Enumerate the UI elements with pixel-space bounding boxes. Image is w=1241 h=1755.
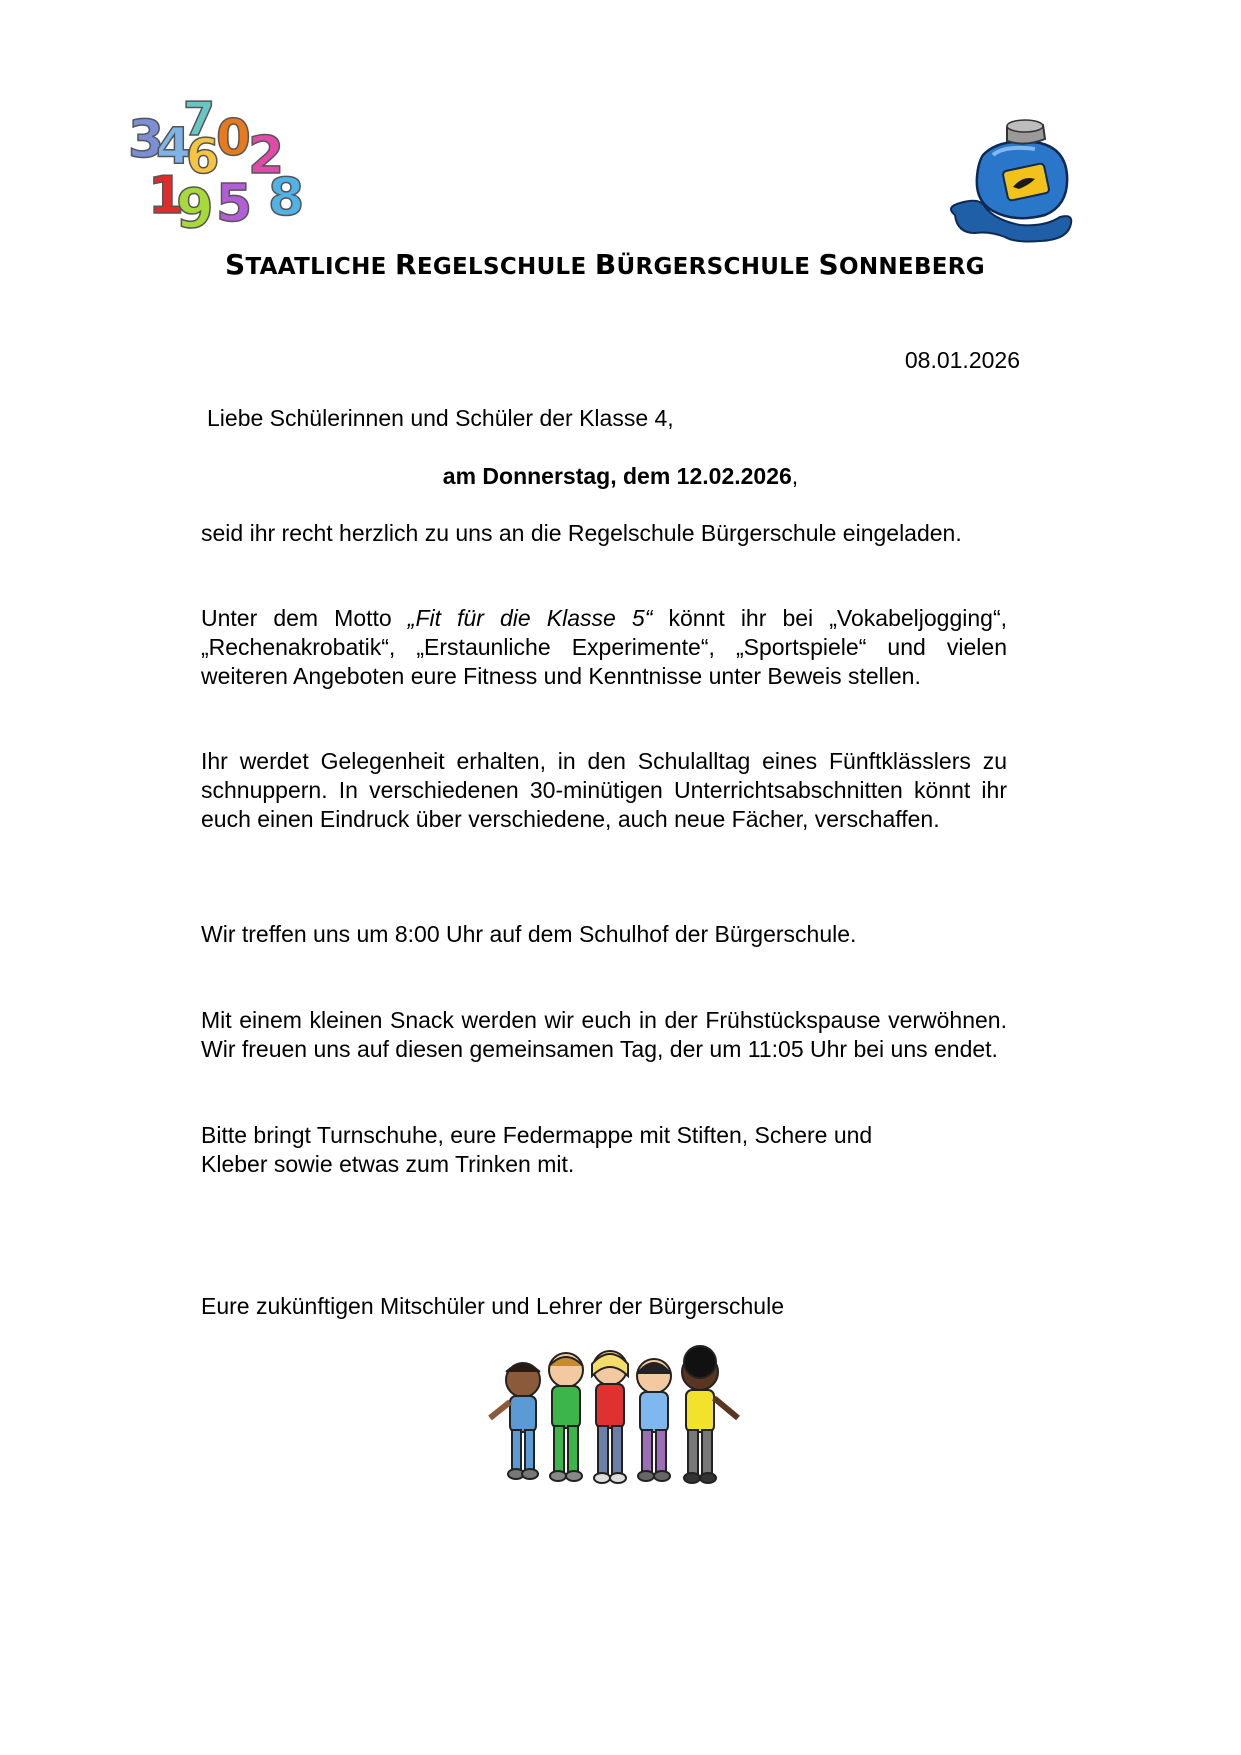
- ink-pot-icon: [945, 115, 1085, 250]
- event-date: am Donnerstag, dem 12.02.2026: [442, 463, 792, 489]
- logo-digit: 3: [128, 110, 165, 170]
- title-word: TAATLICHE: [245, 254, 395, 280]
- logo-digit: 6: [186, 129, 220, 185]
- title-word: ÜRGERSCHULE: [616, 254, 819, 280]
- logo-digit: 2: [248, 126, 285, 186]
- title-initial: S: [225, 248, 246, 281]
- title-word: EGELSCHULE: [416, 254, 595, 280]
- motto-rest: könnt ihr bei „Vokabeljogging“, „Rechenakrobatik“, „Erstaunliche Experimente“, „Sportspiele“ und vielen weiteren Angeboten eure Fitness und Kenntnisse unter Beweis stellen.: [201, 605, 1007, 689]
- logo-digit: 7: [183, 95, 216, 146]
- motto-lead: Unter dem Motto: [201, 605, 408, 631]
- paragraph-motto: [201, 604, 1007, 691]
- logo-digit: 4: [156, 117, 191, 175]
- logo-digit: 5: [216, 174, 253, 234]
- greeting: Liebe Schülerinnen und Schüler der Klasse 4,: [207, 405, 674, 431]
- title-initial: R: [394, 248, 417, 281]
- logo-digit: 8: [268, 168, 305, 228]
- paragraph-bring-items: Bitte bringt Turnschuhe, eure Federmappe mit Stiften, Schere und Kleber sowie etwas zum Trinken mit.: [201, 1122, 873, 1177]
- title-initial: B: [594, 248, 617, 281]
- paragraph-schedule: Ihr werdet Gelegenheit erhalten, in den Schulalltag eines Fünftklässlers zu schnuppern. In verschiedenen 30-minütigen Unterrichtsabschnitten könnt ihr euch einen Eindruck über verschiedene, auch neue Fächer, verschaffen.: [201, 748, 1007, 832]
- event-date-line: [0, 462, 1241, 491]
- school-title: [0, 248, 1210, 281]
- logo-digit: 9: [176, 177, 214, 240]
- title-word: ONNEBERG: [838, 254, 985, 280]
- logo-digit: 1: [148, 166, 185, 226]
- motto-title: „Fit für die Klasse 5“: [407, 605, 653, 631]
- title-initial: S: [818, 248, 839, 281]
- logo-digit: 0: [216, 109, 251, 167]
- letter-date: 08.01.2026: [904, 347, 1020, 373]
- paragraph-invitation: seid ihr recht herzlich zu uns an die Regelschule Bürgerschule eingeladen.: [201, 520, 962, 546]
- paragraph-snack: Mit einem kleinen Snack werden wir euch in der Frühstückspause verwöhnen. Wir freuen uns auf diesen gemeinsamen Tag, der um 11:05 Uhr bei uns endet.: [201, 1007, 1007, 1062]
- numbers-logo: [128, 95, 328, 245]
- closing-signature: Eure zukünftigen Mitschüler und Lehrer der Bürgerschule: [201, 1293, 784, 1319]
- children-illustration-icon: [488, 1338, 742, 1490]
- event-date-punct: ,: [791, 463, 799, 489]
- paragraph-meeting-point: Wir treffen uns um 8:00 Uhr auf dem Schulhof der Bürgerschule.: [201, 921, 857, 947]
